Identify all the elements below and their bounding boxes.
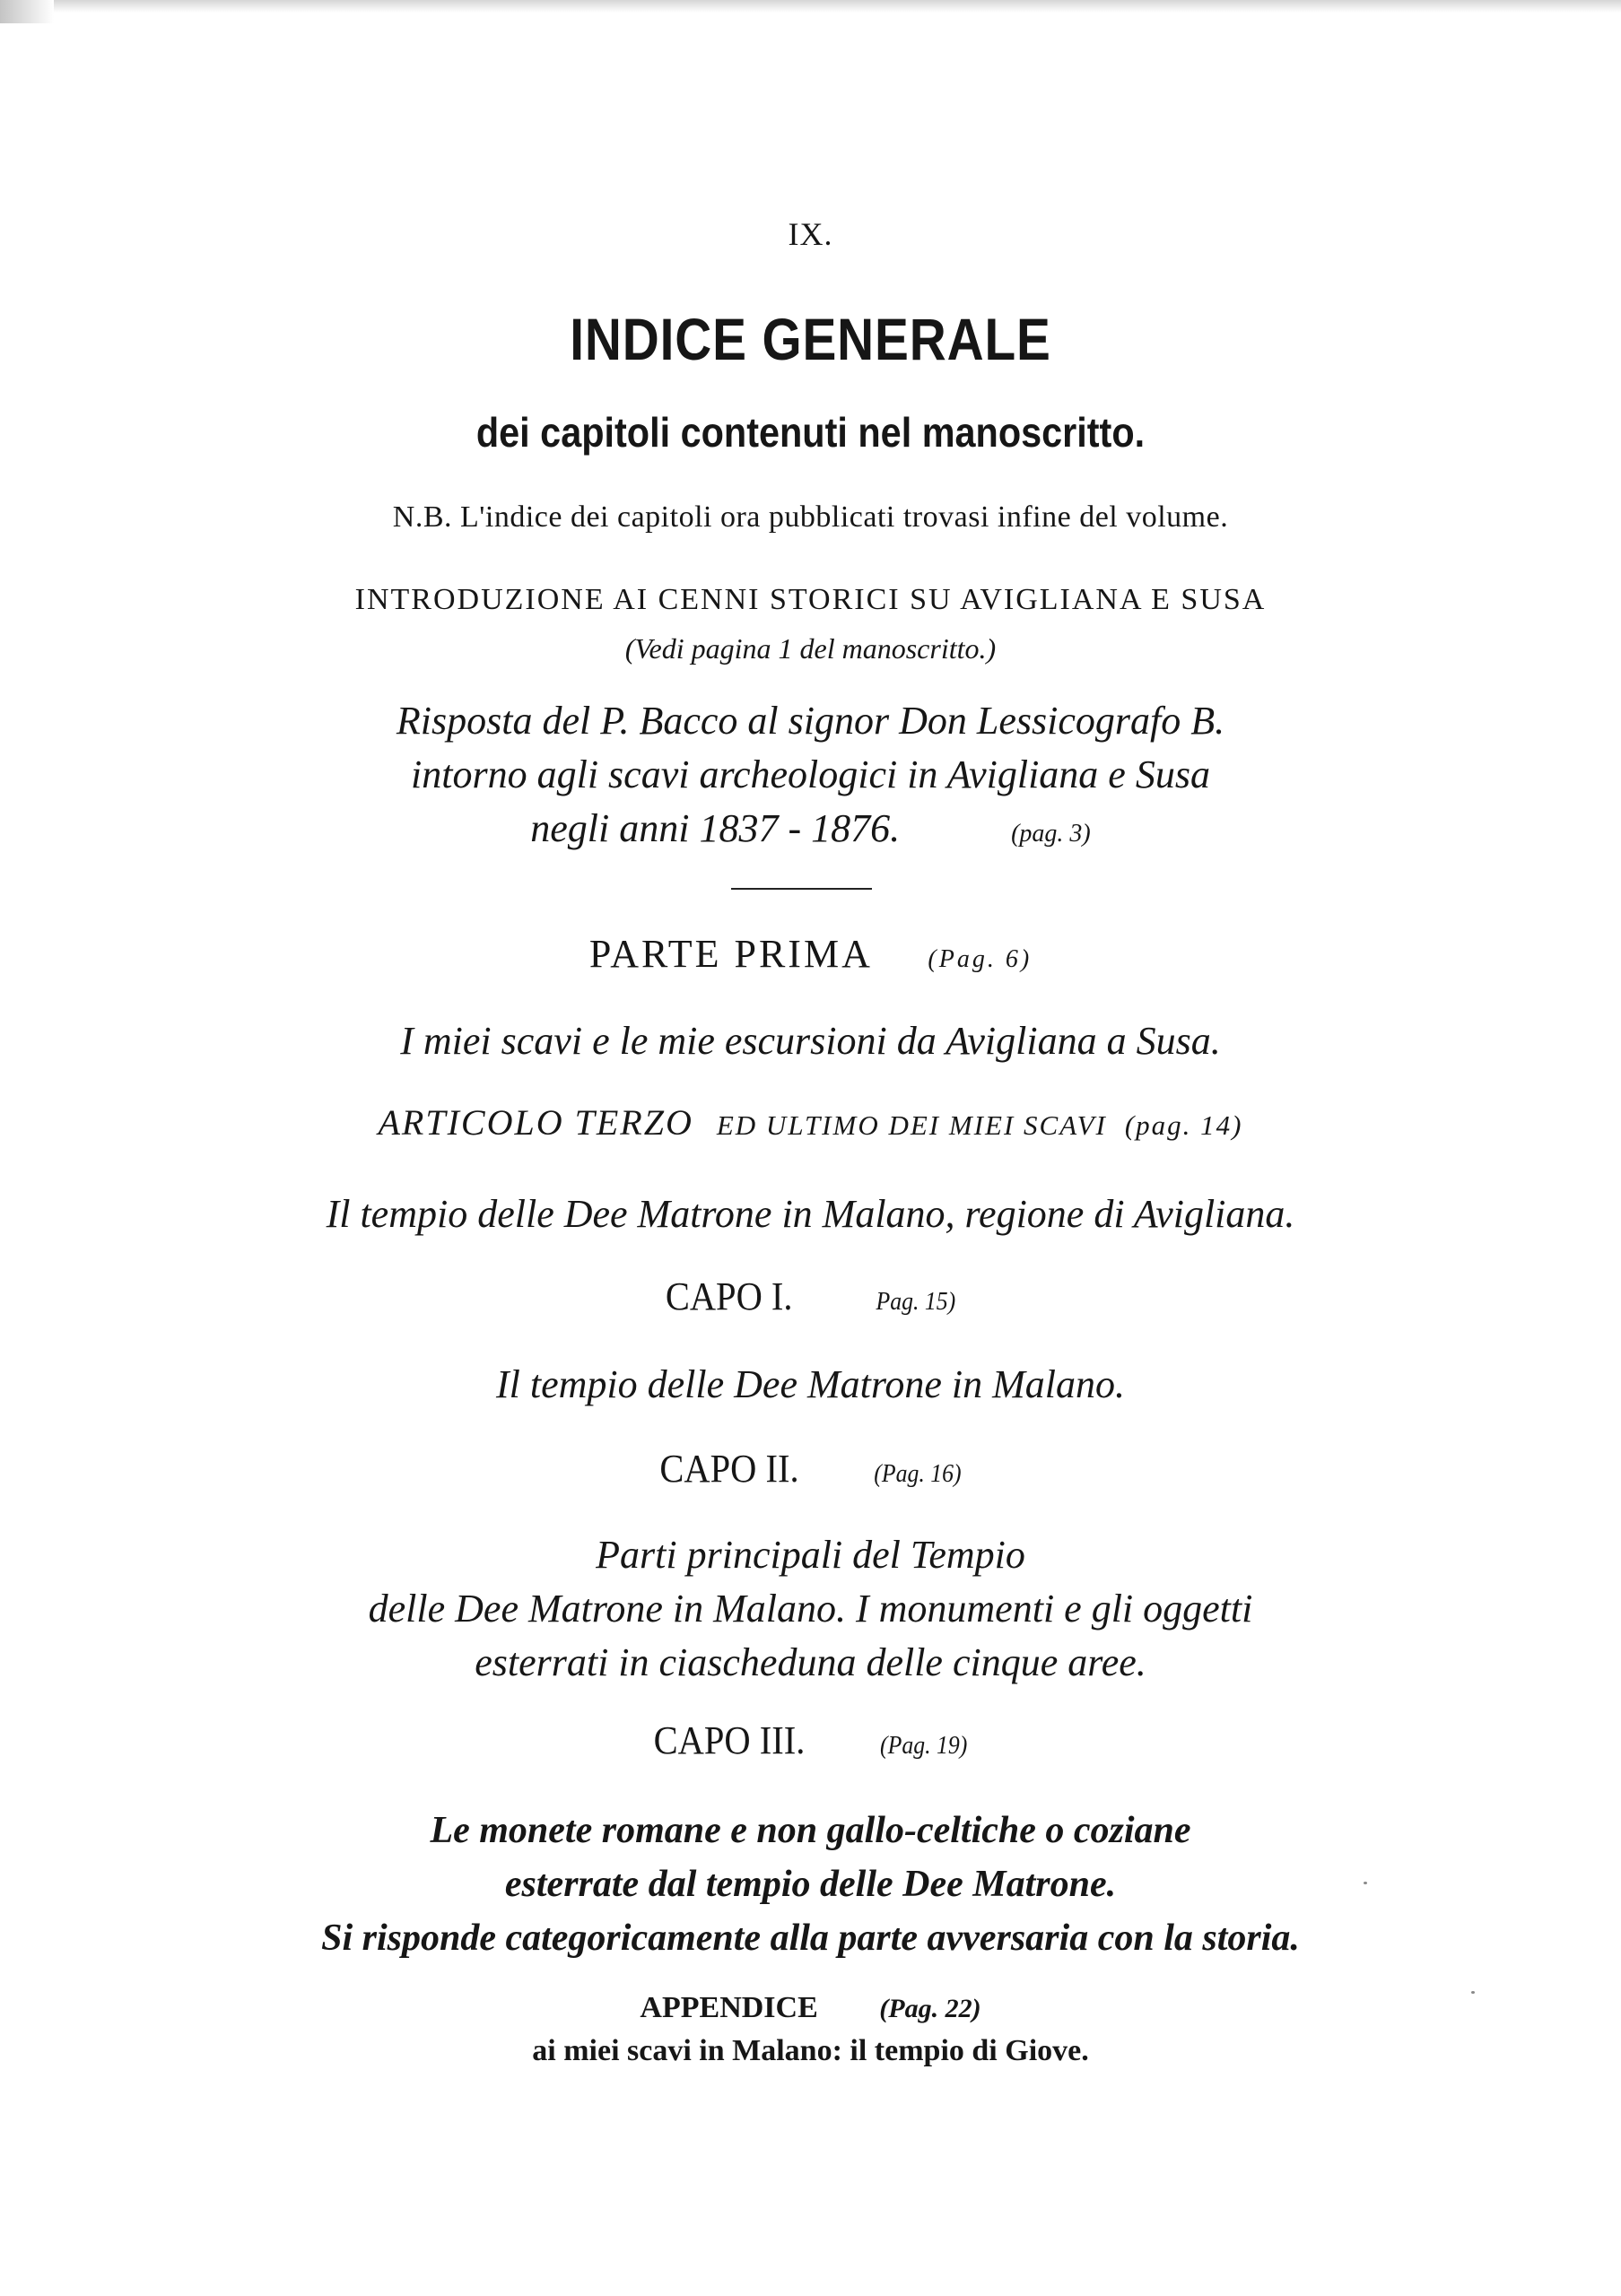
capo-2-line-2: delle Dee Matrone in Malano. I monumenti e gli oggetti <box>368 1587 1253 1631</box>
section-divider <box>731 888 872 890</box>
articolo-page-ref: (pag. 14) <box>1124 1109 1243 1141</box>
capo-2-line-1: Parti principali del Tempio <box>596 1533 1025 1577</box>
appendice-subtitle: ai miei scavi in Malano: il tempio di Giove. <box>532 2034 1089 2067</box>
scan-shadow-corner <box>0 0 54 23</box>
introduzione-heading: INTRODUZIONE AI CENNI STORICI SU AVIGLIANA E SUSA <box>354 583 1267 616</box>
capo-3-heading: CAPO III. <box>653 1718 806 1762</box>
scan-speck <box>1471 1991 1475 1994</box>
introduzione-ref: (Vedi pagina 1 del manoscritto.) <box>624 632 997 665</box>
risposta-line-1: Risposta del P. Bacco al signor Don Lessicografo B. <box>396 699 1225 743</box>
articolo-heading-cont: ED ULTIMO DEI MIEI SCAVI <box>716 1109 1107 1141</box>
appendice-row <box>0 1991 1621 2025</box>
parte-prima-heading: PARTE PRIMA <box>588 932 871 976</box>
capo-3-page-ref: (Pag. 19) <box>880 1732 968 1760</box>
articolo-row <box>0 1101 1621 1144</box>
parte-prima-page-ref: (Pag. 6) <box>928 945 1033 973</box>
capo-2-heading: CAPO II. <box>659 1447 799 1491</box>
capo-3-line-3: Si risponde categoricamente alla parte avversaria con la storia. <box>321 1918 1300 1959</box>
appendice-page-ref: (Pag. 22) <box>879 1994 981 2023</box>
capo-1-heading: CAPO I. <box>665 1274 793 1318</box>
capo-3-line-1: Le monete romane e non gallo-celtiche o coziane <box>430 1810 1191 1851</box>
appendice-heading: APPENDICE <box>640 1991 818 2024</box>
risposta-line-3-row <box>0 805 1621 851</box>
capo-3-line-2: esterrate dal tempio delle Dee Matrone. <box>504 1864 1117 1905</box>
capo-2-row <box>65 1446 1556 1492</box>
articolo-heading: ARTICOLO TERZO <box>378 1102 693 1143</box>
capo-2-page-ref: (Pag. 16) <box>874 1460 962 1488</box>
risposta-line-2: intorno agli scavi archeologici in Avigliana e Susa <box>411 752 1210 796</box>
capo-1-page-ref: Pag. 15) <box>876 1288 956 1316</box>
risposta-line-3: negli anni 1837 - 1876. <box>530 806 901 850</box>
folio-number: IX. <box>788 216 833 252</box>
articolo-subtitle: Il tempio delle Dee Matrone in Malano, regione di Avigliana. <box>326 1192 1295 1236</box>
capo-1-row <box>65 1274 1556 1319</box>
scan-speck <box>1364 1882 1367 1884</box>
scan-shadow-top <box>0 0 1621 13</box>
parte-prima-row <box>0 931 1621 977</box>
page-title: INDICE GENERALE <box>570 306 1051 372</box>
editor-note: N.B. L'indice dei capitoli ora pubblicati trovasi infine del volume. <box>392 500 1229 534</box>
capo-3-row <box>65 1718 1556 1763</box>
page-subtitle: dei capitoli contenuti nel manoscritto. <box>475 409 1146 456</box>
parte-prima-subtitle: I miei scavi e le mie escursioni da Avigliana a Susa. <box>400 1019 1221 1063</box>
capo-2-line-3: esterrati in ciascheduna delle cinque aree. <box>475 1640 1146 1684</box>
risposta-page-ref: (pag. 3) <box>1011 820 1091 848</box>
capo-1-subtitle: Il tempio delle Dee Matrone in Malano. <box>496 1362 1125 1406</box>
